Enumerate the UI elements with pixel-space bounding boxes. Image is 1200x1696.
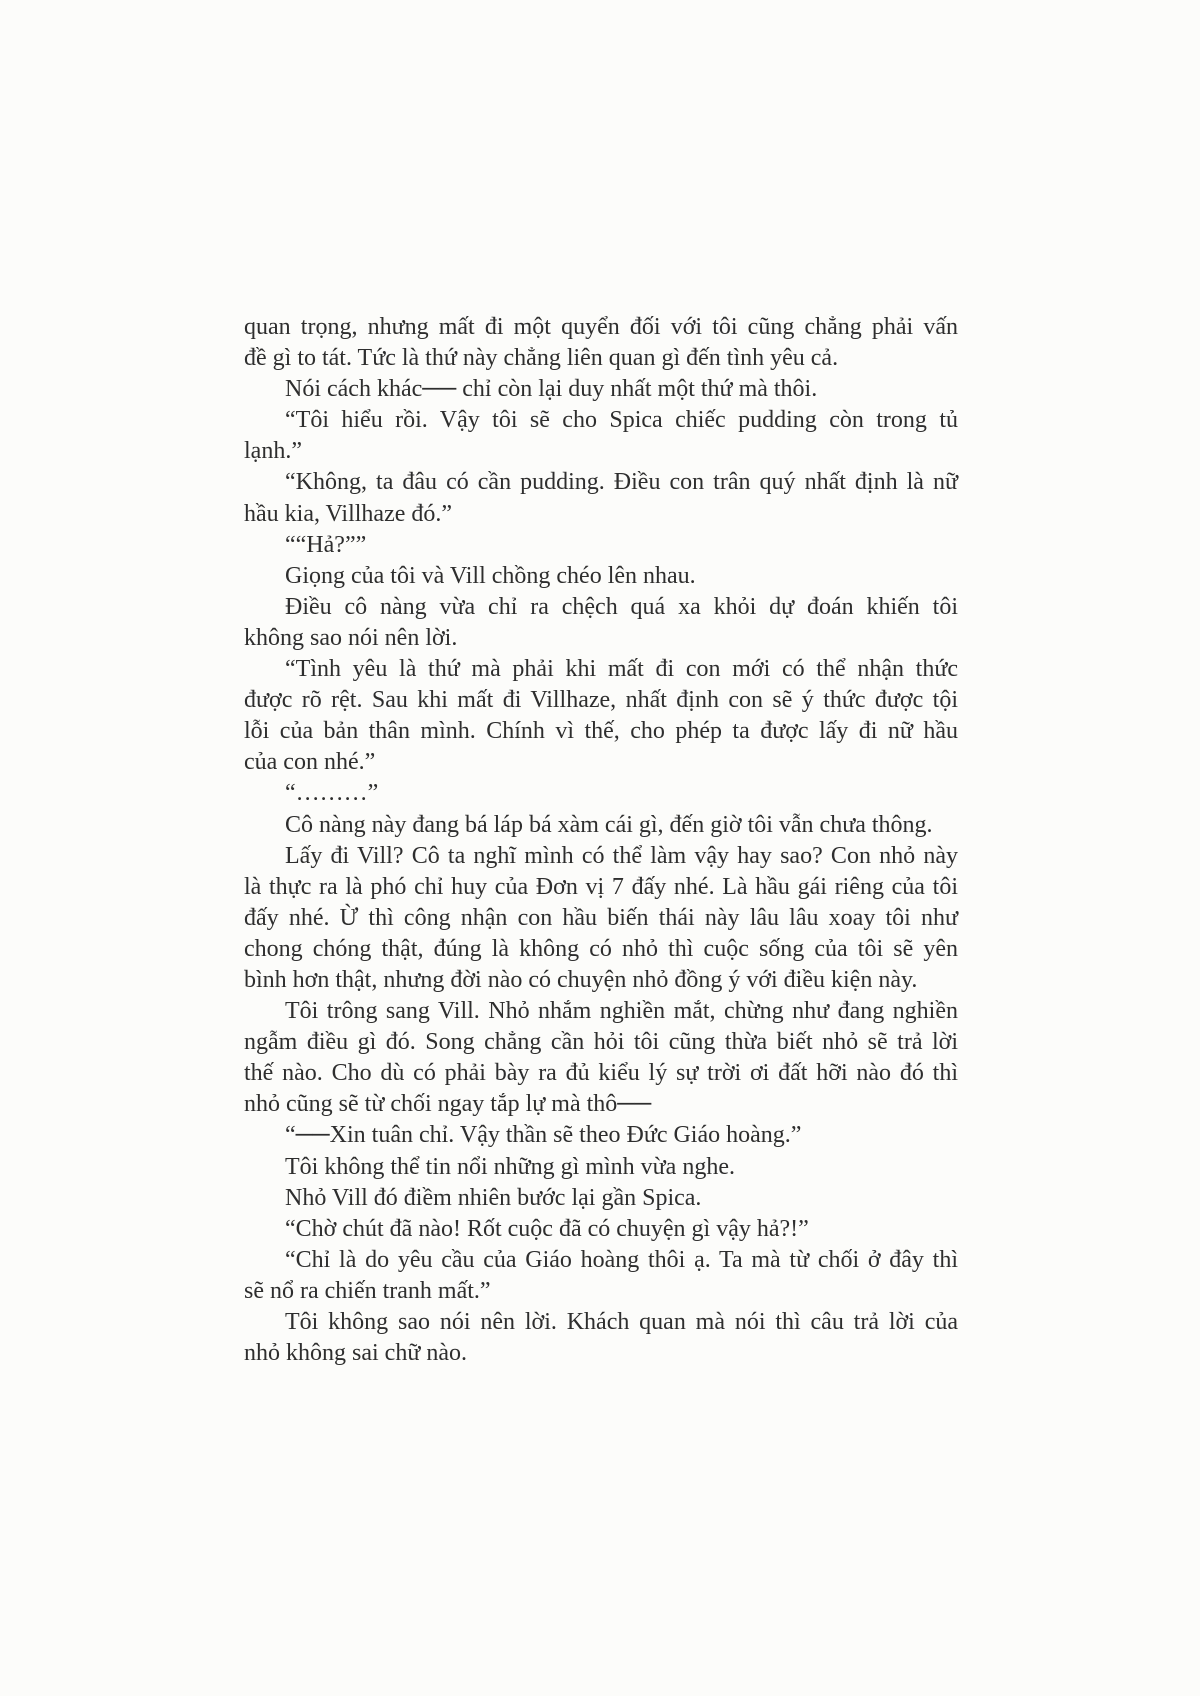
paragraph	[244, 778, 958, 809]
text-line: “Chờ chút đã nào! Rốt cuộc đã có chuyện gì vậy hả?!”	[285, 1215, 809, 1242]
paragraph	[244, 1120, 958, 1151]
text-line: “Tôi hiểu rồi. Vậy tôi sẽ cho Spica chiếc pudding còn trong tủ	[285, 407, 958, 434]
text-line: Giọng của tôi và Vill chồng chéo lên nhau.	[285, 562, 696, 589]
text-line: hầu kia, Villhaze đó.”	[244, 500, 453, 527]
text-line: Lấy đi Vill? Cô ta nghĩ mình có thể làm vậy hay sao? Con nhỏ này	[285, 842, 958, 869]
text-line: Nói cách khác── chỉ còn lại duy nhất một thứ mà thôi.	[285, 376, 818, 403]
paragraph	[244, 1152, 958, 1183]
text-line: chong chóng thật, đúng là không có nhỏ thì cuộc sống của tôi sẽ yên	[244, 935, 958, 962]
text-line: ““Hả?””	[285, 531, 367, 558]
paragraph	[244, 405, 958, 467]
text-line: sẽ nổ ra chiến tranh mất.”	[244, 1277, 491, 1304]
paragraph	[244, 996, 958, 1120]
text-line: Cô nàng này đang bá láp bá xàm cái gì, đến giờ tôi vẫn chưa thông.	[285, 811, 933, 838]
text-line: “Tình yêu là thứ mà phải khi mất đi con mới có thể nhận thức	[285, 656, 958, 683]
text-line: Nhỏ Vill đó điềm nhiên bước lại gần Spica.	[285, 1184, 702, 1211]
text-line: của con nhé.”	[244, 749, 376, 776]
paragraph	[244, 841, 958, 996]
text-line: “Không, ta đâu có cần pudding. Điều con trân quý nhất định là nữ	[285, 469, 958, 496]
text-line: ngẫm điều gì đó. Song chẳng cần hỏi tôi cũng thừa biết nhỏ sẽ trả lời	[244, 1029, 958, 1056]
text-line: quan trọng, nhưng mất đi một quyển đối với tôi cũng chẳng phải vấn	[244, 314, 958, 340]
body-text	[244, 312, 958, 1369]
text-line: “──Xin tuân chỉ. Vậy thần sẽ theo Đức Giáo hoàng.”	[285, 1122, 802, 1149]
text-line: Tôi không thể tin nổi những gì mình vừa nghe.	[285, 1153, 735, 1180]
text-line: nhỏ cũng sẽ từ chối ngay tắp lự mà thô──	[244, 1091, 652, 1118]
paragraph	[244, 467, 958, 529]
text-line: Tôi không sao nói nên lời. Khách quan mà nói thì câu trả lời của	[285, 1309, 958, 1335]
paragraph	[244, 1245, 958, 1307]
text-line: không sao nói nên lời.	[244, 624, 458, 651]
text-line: lỗi của bản thân mình. Chính vì thế, cho phép ta được lấy đi nữ hầu	[244, 718, 958, 745]
paragraph	[244, 374, 958, 405]
paragraph	[244, 1183, 958, 1214]
text-line: Điều cô nàng vừa chỉ ra chệch quá xa khỏi dự đoán khiến tôi	[285, 593, 958, 620]
text-line: Tôi trông sang Vill. Nhỏ nhắm nghiền mắt, chừng như đang nghiền	[285, 998, 958, 1025]
text-line: “Chỉ là do yêu cầu của Giáo hoàng thôi ạ. Ta mà từ chối ở đây thì	[285, 1246, 958, 1273]
paragraph	[244, 530, 958, 561]
paragraph	[244, 810, 958, 841]
paragraph	[244, 312, 958, 374]
paragraph	[244, 1307, 958, 1369]
text-line: đề gì to tát. Tức là thứ này chẳng liên quan gì đến tình yêu cả.	[244, 345, 839, 372]
paragraph	[244, 592, 958, 654]
text-line: là thực ra là phó chỉ huy của Đơn vị 7 đấy nhé. Là hầu gái riêng của tôi	[244, 873, 958, 900]
text-line: thế nào. Cho dù có phải bày ra đủ kiểu lý sự trời ơi đất hỡi nào đó thì	[244, 1060, 958, 1087]
text-line: được rõ rệt. Sau khi mất đi Villhaze, nhất định con sẽ ý thức được tội	[244, 687, 958, 714]
paragraph	[244, 654, 958, 778]
text-line: bình hơn thật, nhưng đời nào có chuyện nhỏ đồng ý với điều kiện này.	[244, 966, 918, 993]
paragraph	[244, 1214, 958, 1245]
text-line: nhỏ không sai chữ nào.	[244, 1340, 467, 1367]
paragraph	[244, 561, 958, 592]
text-line: đấy nhé. Ừ thì công nhận con hầu biến thái này lâu lâu xoay tôi như	[244, 904, 958, 931]
text-line: lạnh.”	[244, 438, 302, 465]
text-line: “………”	[285, 780, 379, 807]
